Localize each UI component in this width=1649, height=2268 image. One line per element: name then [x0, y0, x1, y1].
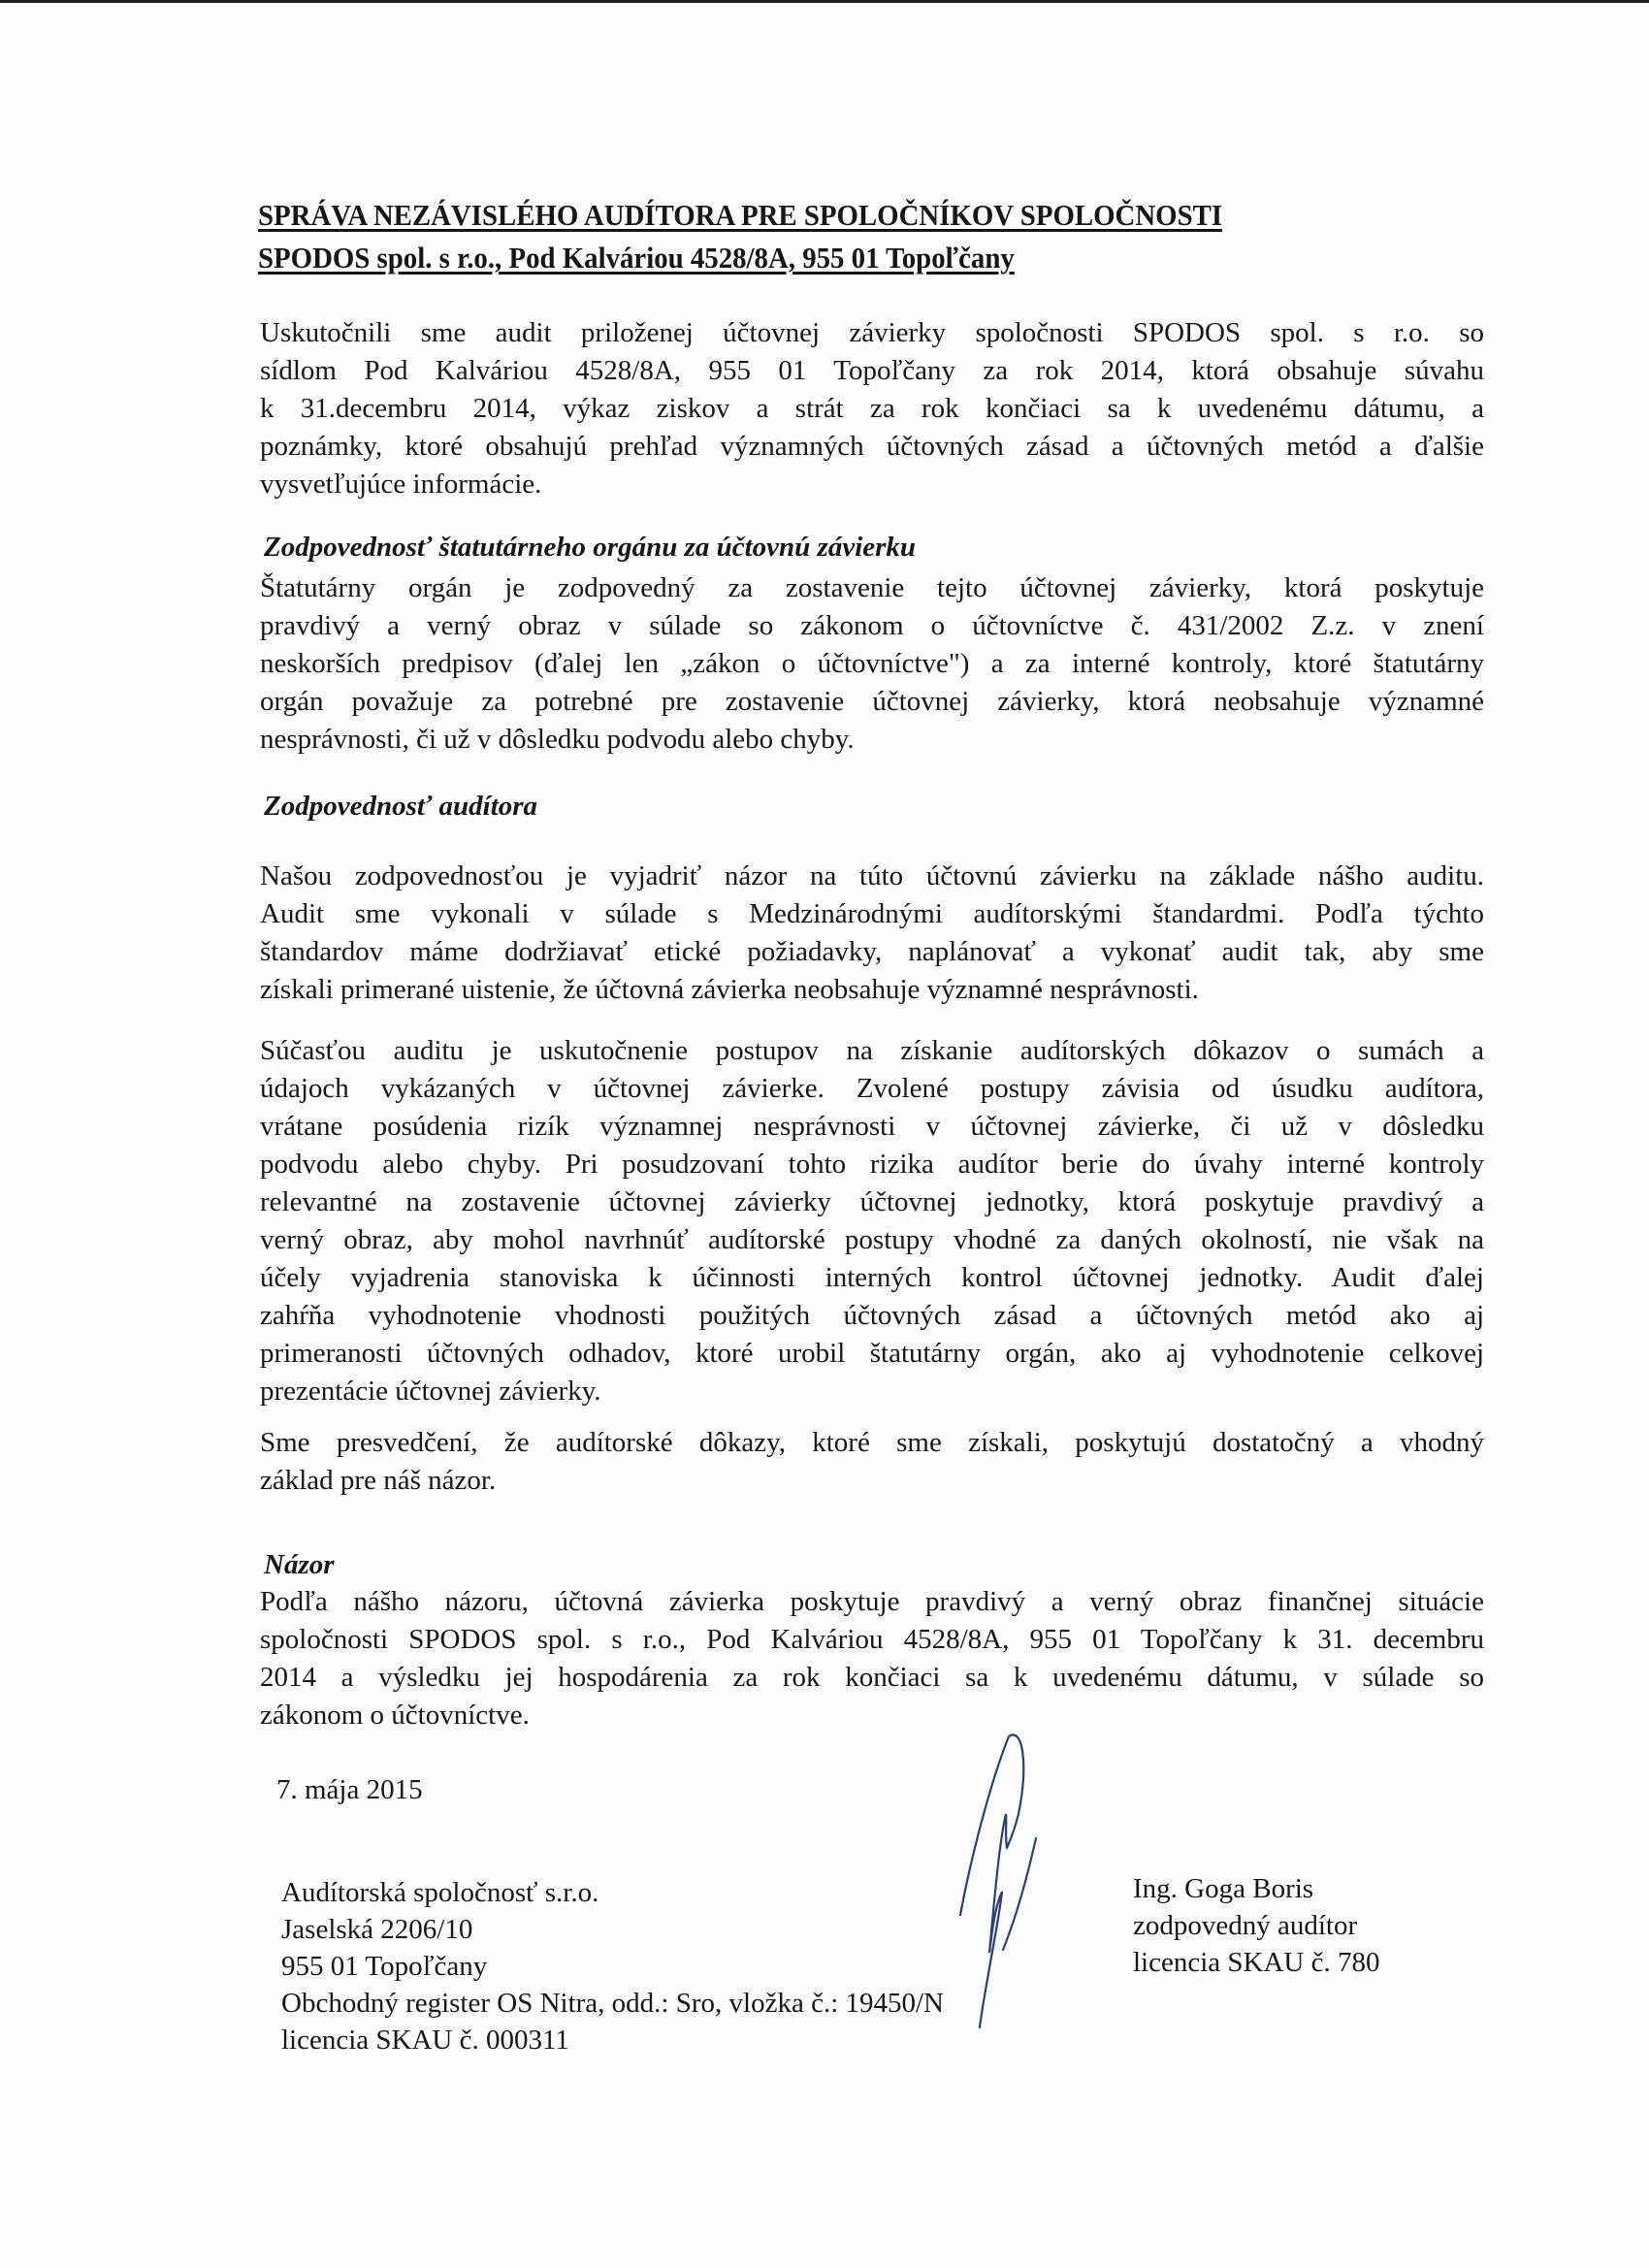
auditor-paragraph-2: [260, 1032, 1484, 1410]
text-line: k 31.decembru 2014, výkaz ziskov a strát za rok končiaci sa k uvedenému dátumu, a: [260, 393, 1484, 424]
auditor-license: licencia SKAU č. 780: [1133, 1947, 1380, 1978]
statutory-paragraph: [260, 569, 1484, 759]
text-line: účely vyjadrenia stanoviska k účinnosti interných kontrol účtovnej jednotky. Audit ďalej: [260, 1262, 1484, 1293]
text-line: pravdivý a verný obraz v súlade so zákonom o účtovníctve č. 431/2002 Z.z. v znení: [260, 610, 1484, 641]
text-line: Našou zodpovednosťou je vyjadriť názor na túto účtovnú závierku na základe nášho auditu.: [260, 860, 1484, 891]
opinion-paragraph: [260, 1583, 1484, 1734]
firm-register: Obchodný register OS Nitra, odd.: Sro, vložka č.: 19450/N: [281, 1988, 945, 2019]
section-heading-statutory: Zodpovednosť štatutárneho orgánu za účtovnú závierku: [264, 532, 917, 563]
text-line: základ pre náš názor.: [260, 1465, 497, 1496]
scan-edge: [0, 0, 1649, 3]
text-line: získali primerané uistenie, že účtovná závierka neobsahuje významné nesprávnosti.: [260, 974, 1199, 1005]
text-line: Súčasťou auditu je uskutočnenie postupov na získanie audítorských dôkazov o sumách a: [260, 1035, 1484, 1066]
section-heading-opinion: Názor: [264, 1549, 335, 1580]
auditor-name: Ing. Goga Boris: [1133, 1873, 1314, 1904]
firm-license: licencia SKAU č. 000311: [281, 2025, 569, 2056]
auditor-paragraph-1: [260, 858, 1484, 1009]
report-date: 7. mája 2015: [276, 1774, 423, 1805]
text-line: prezentácie účtovnej závierky.: [260, 1376, 601, 1407]
section-heading-auditor: Zodpovednosť audítora: [264, 791, 538, 822]
report-title: SPRÁVA NEZÁVISLÉHO AUDÍTORA PRE SPOLOČNÍKOV SPOLOČNOSTI: [258, 198, 1223, 232]
text-line: 2014 a výsledku jej hospodárenia za rok končiaci sa k uvedenému dátumu, v súlade so: [260, 1662, 1484, 1693]
text-line: vysvetľujúce informácie.: [260, 469, 542, 500]
text-line: vrátane posúdenia rizík významnej nesprávnosti v účtovnej závierke, či už v dôsledku: [260, 1111, 1484, 1142]
text-line: verný obraz, aby mohol navrhnúť audítorské postupy vhodné za daných okolností, nie však na: [260, 1224, 1484, 1255]
firm-block: [281, 1874, 944, 2058]
text-line: relevantné na zostavenie účtovnej závierky účtovnej jednotky, ktorá poskytuje pravdivý a: [260, 1186, 1484, 1217]
text-line: zahŕňa vyhodnotenie vhodnosti použitých účtovných zásad a účtovných metód ako aj: [260, 1300, 1484, 1331]
text-line: nesprávnosti, či už v dôsledku podvodu alebo chyby.: [260, 724, 855, 755]
firm-street: Jaselská 2206/10: [281, 1914, 473, 1945]
auditor-block: [1133, 1870, 1380, 1981]
text-line: poznámky, ktoré obsahujú prehľad významných účtovných zásad a účtovných metód a ďalšie: [260, 431, 1484, 462]
text-line: sídlom Pod Kalváriou 4528/8A, 955 01 Topoľčany za rok 2014, ktorá obsahuje súvahu: [260, 355, 1484, 386]
text-line: údajoch vykázaných v účtovnej závierke. Zvolené postupy závisia od úsudku audítora,: [260, 1073, 1484, 1104]
text-line: Sme presvedčení, že audítorské dôkazy, ktoré sme získali, poskytujú dostatočný a vhodný: [260, 1427, 1484, 1458]
text-line: neskorších predpisov (ďalej len „zákon o účtovníctve") a za interné kontroly, ktoré štatutárny: [260, 648, 1484, 679]
text-line: štandardov máme dodržiavať etické požiadavky, naplánovať a vykonať audit tak, aby sme: [260, 936, 1484, 967]
text-line: podvodu alebo chyby. Pri posudzovaní tohto rizika audítor berie do úvahy interné kontroly: [260, 1149, 1484, 1180]
report-subtitle: SPODOS spol. s r.o., Pod Kalváriou 4528/8A, 955 01 Topoľčany: [258, 241, 1015, 275]
text-line: primeranosti účtovných odhadov, ktoré urobil štatutárny orgán, ako aj vyhodnotenie celkovej: [260, 1338, 1484, 1369]
intro-paragraph: [260, 314, 1484, 503]
text-line: zákonom o účtovníctve.: [260, 1700, 530, 1731]
auditor-paragraph-3: [260, 1424, 1484, 1500]
text-line: Uskutočnili sme audit priloženej účtovnej závierky spoločnosti SPODOS spol. s r.o. so: [260, 317, 1484, 348]
auditor-role: zodpovedný audítor: [1133, 1910, 1358, 1941]
firm-name: Audítorská spoločnosť s.r.o.: [281, 1877, 599, 1908]
signature: [931, 1727, 1067, 2037]
text-line: orgán považuje za potrebné pre zostavenie účtovnej závierky, ktorá neobsahuje významné: [260, 686, 1484, 717]
text-line: Štatutárny orgán je zodpovedný za zostavenie tejto účtovnej závierky, ktorá poskytuje: [260, 572, 1484, 603]
text-line: spoločnosti SPODOS spol. s r.o., Pod Kalváriou 4528/8A, 955 01 Topoľčany k 31. decembru: [260, 1624, 1484, 1655]
text-line: Podľa nášho názoru, účtovná závierka poskytuje pravdivý a verný obraz finančnej situácie: [260, 1586, 1484, 1617]
firm-city: 955 01 Topoľčany: [281, 1951, 488, 1982]
text-line: Audit sme vykonali v súlade s Medzinárodnými audítorskými štandardmi. Podľa týchto: [260, 898, 1484, 929]
